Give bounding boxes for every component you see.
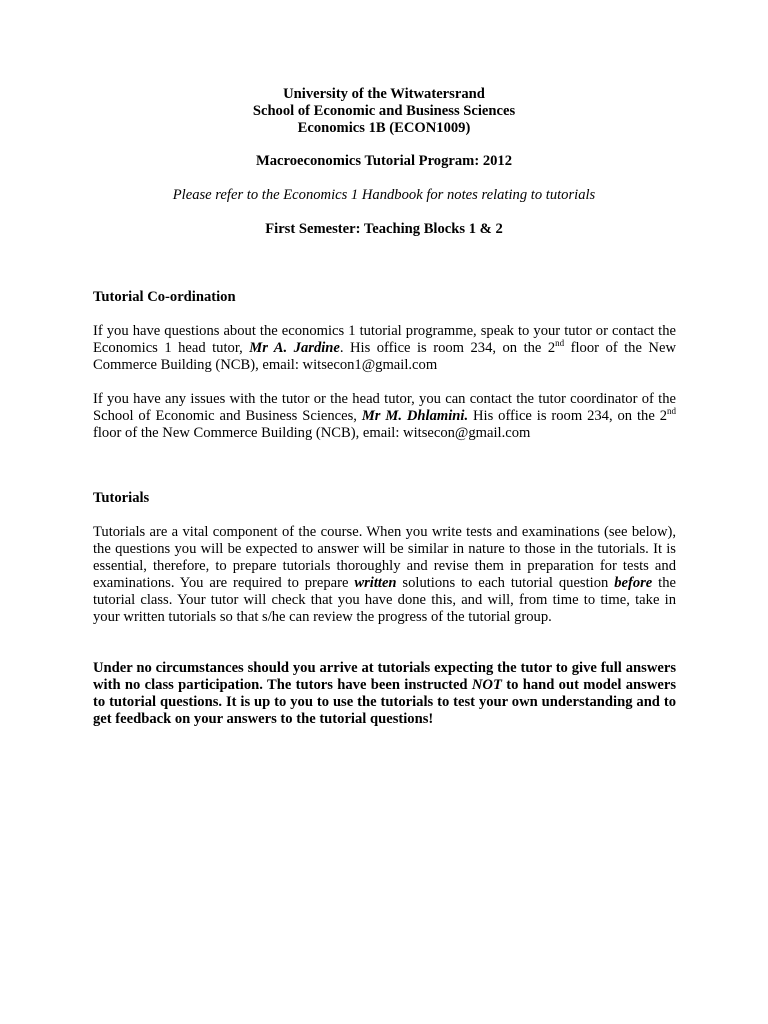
course-code: Economics 1B (ECON1009) (297, 120, 471, 136)
semester-title: First Semester: Teaching Blocks 1 & 2 (265, 221, 503, 237)
tutorials-paragraph-1 (93, 524, 676, 626)
text-span: floor of the New Commerce Building (NCB), email: witsecon1@gmail.com (93, 340, 676, 373)
document-header (0, 86, 768, 137)
emphasis-written: written (354, 575, 397, 591)
coordination-paragraph-1 (93, 323, 676, 374)
program-title: Macroeconomics Tutorial Program: 2012 (255, 153, 513, 169)
text-span: . His office is room 234, on the 2 (339, 340, 556, 356)
school-name: School of Economic and Business Sciences (252, 103, 516, 119)
text-span: Tutorials are a vital component of the course. When you write tests and examinations (see below), the questions you will be expected to answer will be similar in nature to those in the tutorials. It is essential, therefore, to prepare tutorials thoroughly and revise them in preparation for tests and examinations. You are required to prepare (93, 524, 676, 591)
coordination-heading: Tutorial Co-ordination (93, 289, 236, 305)
text-span: the tutorial class. Your tutor will check that you have done this, and will, from time to time, take in your written tutorials so that s/he can review the progress of the tutorial group. (93, 575, 676, 625)
text-span: Under no circumstances should you arrive at tutorials expecting the tutor to give full answers with no class participation. The tutors have been instructed (93, 660, 676, 693)
emphasis-not: NOT (471, 677, 502, 693)
handbook-note: Please refer to the Economics 1 Handbook for notes relating to tutorials (172, 187, 596, 203)
ordinal-suffix: nd (667, 406, 676, 416)
text-span: If you have any issues with the tutor or the head tutor, you can contact the tutor coordinator of the School of Economic and Business Sciences, (93, 391, 676, 424)
text-span: His office is room 234, on the 2 (468, 408, 667, 424)
coordinator-name: Mr M. Dhlamini. (361, 408, 469, 424)
text-span: to hand out model answers to tutorial questions. It is up to you to use the tutorials to test your own understanding and to get feedback on your answers to the tutorial questions! (93, 677, 676, 727)
head-tutor-name: Mr A. Jardine (249, 340, 340, 356)
university-name: University of the Witwatersrand (283, 86, 485, 102)
text-span: floor of the New Commerce Building (NCB), email: witsecon@gmail.com (93, 425, 531, 441)
coordination-paragraph-2 (93, 391, 676, 442)
text-span: solutions to each tutorial question (396, 575, 615, 591)
tutorials-heading: Tutorials (93, 490, 150, 506)
emphasis-before: before (614, 575, 653, 591)
tutorials-paragraph-2 (93, 660, 676, 728)
text-span: If you have questions about the economics 1 tutorial programme, speak to your tutor or contact the Economics 1 head tutor, (93, 323, 676, 356)
ordinal-suffix: nd (555, 338, 565, 348)
